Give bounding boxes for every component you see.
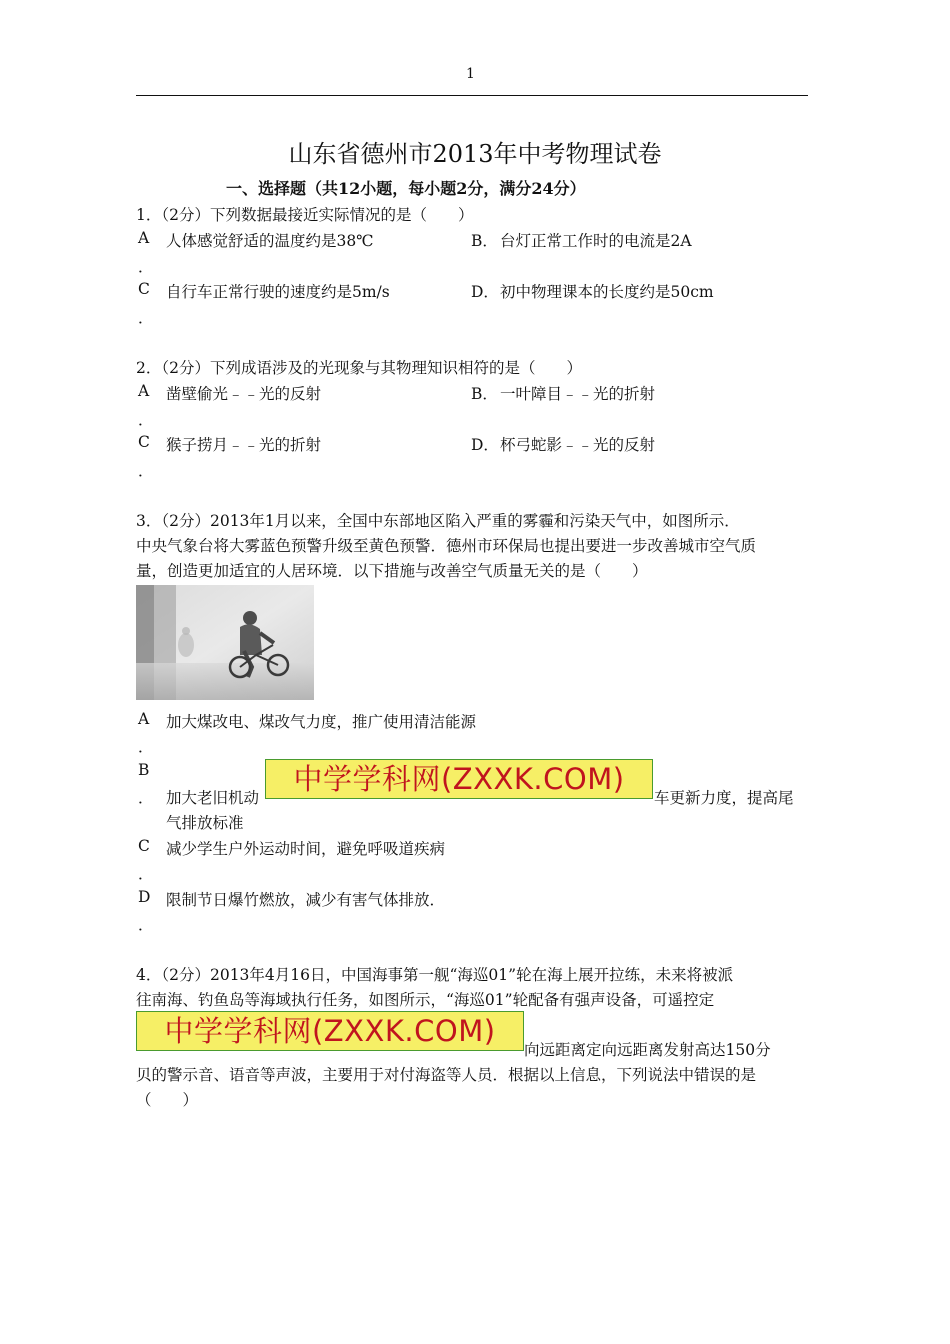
q3-option-c-label: C	[138, 837, 150, 855]
q3-option-a-label: A	[138, 710, 150, 728]
q2-stem: 2．（2分）下列成语涉及的光现象与其物理知识相符的是（ ）	[136, 359, 582, 377]
q3-stem-line-3: 量，创造更加适宜的人居环境．以下措施与改善空气质量无关的是（ ）	[136, 562, 648, 580]
q4-stem-line-5: （ ）	[136, 1091, 199, 1109]
page-number: 1	[466, 66, 475, 82]
q1-option-c-dot: ．	[138, 309, 154, 327]
q4-stem-line-2: 往南海、钓鱼岛等海域执行任务，如图所示，“海巡01”轮配备有强声设备，可遥控定	[136, 991, 715, 1009]
zxxk-watermark: 中学学科网(ZXXK.COM)	[136, 1011, 524, 1051]
q4-stem-line-4: 贝的警示音、语音等声波，主要用于对付海盗等人员．根据以上信息，下列说法中错误的是	[136, 1066, 757, 1084]
q1-option-b-text: 台灯正常工作时的电流是2A	[500, 232, 692, 250]
q3-option-a-text: 加大煤改电、煤改气力度，推广使用清洁能源	[166, 713, 477, 731]
q3-option-b-text-before: 加大老旧机动	[166, 789, 260, 807]
q3-stem-line-2: 中央气象台将大雾蓝色预警升级至黄色预警．德州市环保局也提出要进一步改善城市空气质	[136, 537, 757, 555]
exam-title: 山东省德州市2013年中考物理试卷	[288, 140, 662, 168]
q1-option-a-text: 人体感觉舒适的温度约是38℃	[166, 232, 374, 250]
q3-option-a-dot: ．	[138, 738, 154, 756]
q3-option-b-text-line-2: 气排放标准	[166, 814, 244, 832]
q2-option-c-label: C	[138, 433, 150, 451]
q2-option-a-label: A	[138, 382, 150, 400]
q2-option-b-text: 一叶障目﹣﹣光的折射	[500, 385, 656, 403]
q1-stem: 1．（2分）下列数据最接近实际情况的是（ ）	[136, 206, 474, 224]
q2-option-c-dot: ．	[138, 462, 154, 480]
q3-option-d-text: 限制节日爆竹燃放，减少有害气体排放．	[166, 891, 446, 909]
q1-option-b-label: B．	[471, 232, 498, 250]
q3-option-d-dot: ．	[138, 916, 154, 934]
q4-stem-line-1: 4．（2分）2013年4月16日，中国海事第一舰“海巡01”轮在海上展开拉练，未来将被派	[136, 966, 734, 984]
q1-option-c-label: C	[138, 280, 150, 298]
q2-option-d-text: 杯弓蛇影﹣﹣光的反射	[500, 436, 656, 454]
q1-option-c-text: 自行车正常行驶的速度约是5m/s	[166, 283, 390, 301]
header-rule	[136, 95, 808, 96]
q1-option-d-text: 初中物理课本的长度约是50cm	[500, 283, 714, 301]
q2-option-a-text: 凿壁偷光﹣﹣光的反射	[166, 385, 322, 403]
q4-stem-line-3: 向远距离定向远距离发射高达150分	[524, 1041, 771, 1059]
q3-stem-line-1: 3．（2分）2013年1月以来，全国中东部地区陷入严重的雾霾和污染天气中，如图所示．	[136, 512, 740, 530]
q3-option-b-label: B	[138, 761, 150, 779]
q3-option-b-text-after: 车更新力度，提高尾	[654, 789, 794, 807]
q2-option-d-label: D．	[471, 436, 499, 454]
q2-option-a-dot: ．	[138, 411, 154, 429]
smog-cyclist-photo	[136, 585, 314, 700]
q1-option-a-label: A	[138, 229, 150, 247]
q3-option-b-dot: ．	[138, 789, 154, 807]
q2-option-c-text: 猴子捞月﹣﹣光的折射	[166, 436, 322, 454]
zxxk-watermark: 中学学科网(ZXXK.COM)	[265, 759, 653, 799]
q1-option-a-dot: ．	[138, 258, 154, 276]
q1-option-d-label: D．	[471, 283, 499, 301]
q3-option-d-label: D	[138, 888, 151, 906]
q2-option-b-label: B．	[471, 385, 498, 403]
q3-option-c-text: 减少学生户外运动时间，避免呼吸道疾病	[166, 840, 446, 858]
section-heading: 一、选择题（共12小题，每小题2分，满分24分）	[226, 179, 586, 198]
q3-option-c-dot: ．	[138, 865, 154, 883]
